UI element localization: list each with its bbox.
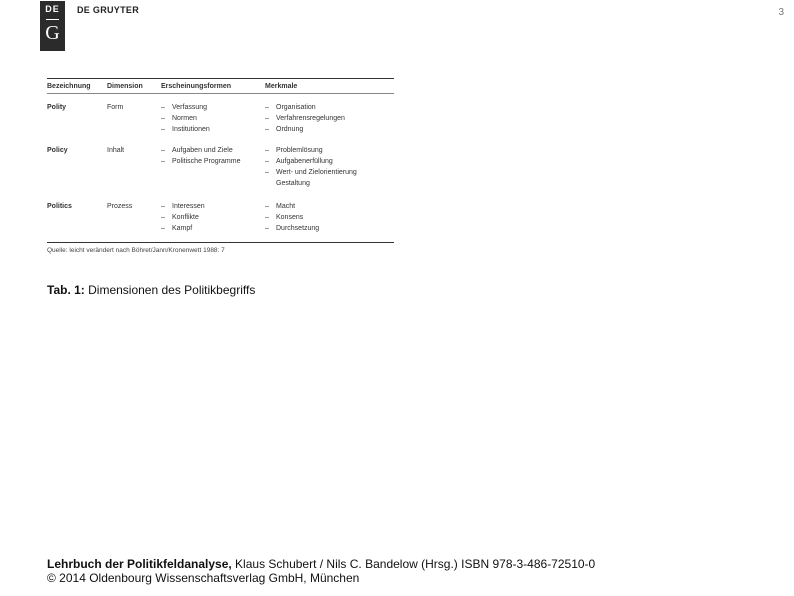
caption-text: Dimensionen des Politikbegriffs xyxy=(84,283,256,297)
cell-erscheinungsform-text: Konflikte xyxy=(172,214,199,221)
list-dash: – xyxy=(161,214,165,221)
list-dash: – xyxy=(265,104,269,111)
list-dash: – xyxy=(265,147,269,154)
header-dimension: Dimension xyxy=(107,83,143,90)
cell-merkmal-text: Wert- und Zielorientierung xyxy=(276,169,357,176)
cell-merkmal-text: Durchsetzung xyxy=(276,225,320,232)
header-merkmale: Merkmale xyxy=(265,83,298,90)
cell-erscheinungsform xyxy=(161,145,265,156)
cell-merkmal xyxy=(265,223,394,234)
cell-merkmal xyxy=(265,201,394,212)
cell-erscheinungsform-text: Institutionen xyxy=(172,126,210,133)
table-row xyxy=(47,135,394,189)
list-dash: – xyxy=(265,225,269,232)
list-dash: – xyxy=(161,225,165,232)
table-header-row xyxy=(47,79,394,93)
list-dash: – xyxy=(265,126,269,133)
cell-erscheinungsform xyxy=(161,156,265,167)
cell-merkmal-text: Problemlösung xyxy=(276,147,323,154)
list-dash: – xyxy=(161,158,165,165)
cell-erscheinungsform xyxy=(161,201,265,212)
cell-merkmal-text: Organisation xyxy=(276,104,316,111)
header-erscheinungsformen: Erscheinungsformen xyxy=(161,83,232,90)
cell-merkmal-text: Ordnung xyxy=(276,126,304,133)
table-body xyxy=(47,94,394,242)
cell-merkmal xyxy=(265,167,394,178)
table-bottom-spacing xyxy=(47,234,394,242)
cell-erscheinungsform-text: Kampf xyxy=(172,225,193,232)
cell-merkmal xyxy=(265,124,394,135)
cell-erscheinungsform-text: Politische Programme xyxy=(172,158,241,165)
cell-bezeichnung: Policy xyxy=(47,147,68,154)
citation-footer xyxy=(47,557,595,585)
table-caption xyxy=(47,283,255,297)
list-dash: – xyxy=(265,214,269,221)
cell-merkmal-text: Verfahrensregelungen xyxy=(276,115,345,122)
cell-merkmal xyxy=(265,156,394,167)
table-bottom-rule xyxy=(47,242,394,243)
cell-dimension: Inhalt xyxy=(107,147,125,154)
cell-erscheinungsform-text: Aufgaben und Ziele xyxy=(172,147,233,154)
cell-erscheinungsform xyxy=(161,124,265,135)
table-row xyxy=(47,94,394,135)
list-dash: – xyxy=(265,203,269,210)
cell-merkmal xyxy=(265,102,394,113)
cell-erscheinungsform-text: Normen xyxy=(172,115,197,122)
list-dash: – xyxy=(161,203,165,210)
copyright-line: © 2014 Oldenbourg Wissenschaftsverlag GmbH, München xyxy=(47,571,360,585)
page-number: 3 xyxy=(778,7,784,18)
logo-top-text: DE xyxy=(45,4,60,14)
list-dash: – xyxy=(161,147,165,154)
list-dash: – xyxy=(265,115,269,122)
list-dash: – xyxy=(161,104,165,111)
cell-erscheinungsform xyxy=(161,212,265,223)
cell-erscheinungsform xyxy=(161,113,265,124)
brand-name: DE GRUYTER xyxy=(77,5,140,15)
cell-merkmal-text: Konsens xyxy=(276,214,304,221)
politics-dimensions-table xyxy=(47,78,394,254)
cell-merkmal xyxy=(265,113,394,124)
cell-merkmal-text: Macht xyxy=(276,203,296,210)
cell-bezeichnung: Polity xyxy=(47,104,67,111)
cell-bezeichnung: Politics xyxy=(47,203,72,210)
cell-dimension: Form xyxy=(107,104,124,111)
book-title: Lehrbuch der Politikfeldanalyse, xyxy=(47,557,232,571)
caption-label: Tab. 1: xyxy=(47,283,85,297)
cell-merkmal xyxy=(265,178,394,189)
list-dash: – xyxy=(161,115,165,122)
cell-erscheinungsform xyxy=(161,223,265,234)
cell-merkmal-text: Aufgabenerfüllung xyxy=(276,158,333,165)
cell-erscheinungsform-text: Interessen xyxy=(172,203,205,210)
table-source: Quelle: leicht verändert nach Böhret/Jann/Kronenwett 1988: 7 xyxy=(47,247,225,254)
list-dash: – xyxy=(265,169,269,176)
cell-merkmal xyxy=(265,145,394,156)
logo-divider xyxy=(46,19,59,20)
cell-merkmal-text: Gestaltung xyxy=(276,180,310,187)
publisher-logo xyxy=(40,1,65,51)
cell-dimension: Prozess xyxy=(107,203,133,210)
citation-line xyxy=(47,557,595,571)
table-row xyxy=(47,189,394,234)
header-bezeichnung: Bezeichnung xyxy=(47,83,91,90)
cell-erscheinungsform xyxy=(161,102,265,113)
logo-bottom-text: G xyxy=(45,22,60,44)
book-authors: Klaus Schubert / Nils C. Bandelow (Hrsg.) ISBN 978-3-486-72510-0 xyxy=(231,557,596,571)
cell-merkmal xyxy=(265,212,394,223)
list-dash: – xyxy=(265,158,269,165)
list-dash: – xyxy=(161,126,165,133)
cell-erscheinungsform-text: Verfassung xyxy=(172,104,208,111)
